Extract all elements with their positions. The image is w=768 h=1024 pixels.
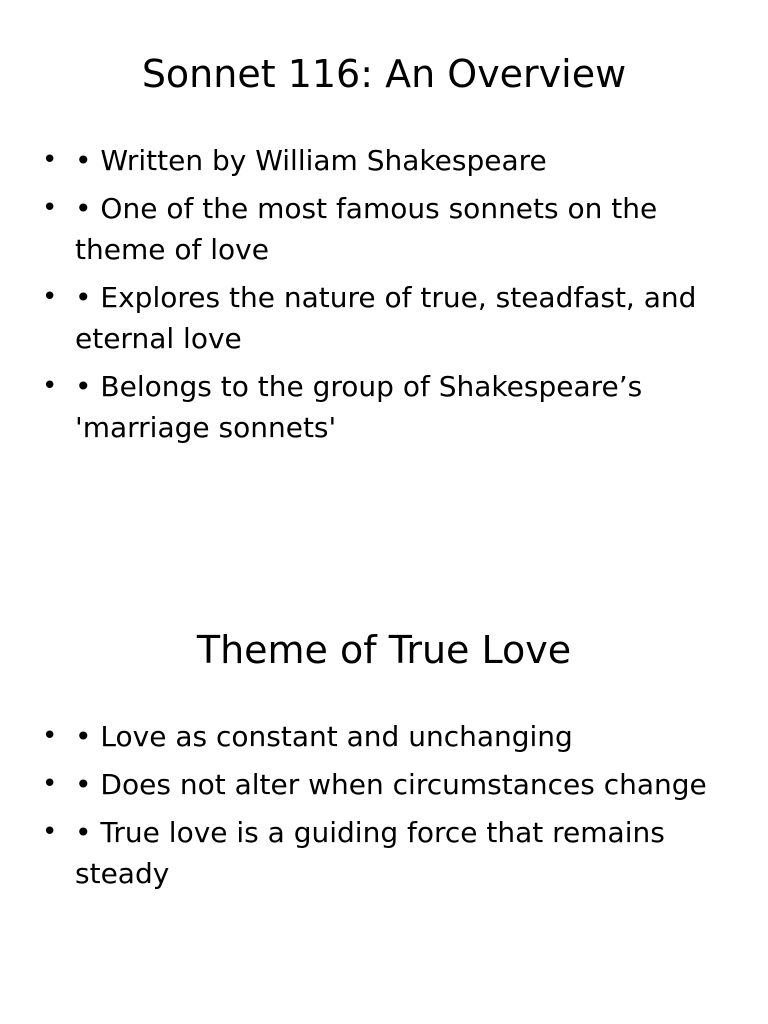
slide-theme bbox=[0, 576, 768, 1024]
bullet-text: • Love as constant and unchanging bbox=[75, 720, 573, 753]
bullet-marker-icon: • bbox=[42, 371, 58, 401]
bullet-list bbox=[40, 140, 720, 455]
bullet-list bbox=[40, 716, 720, 901]
bullet-item bbox=[40, 764, 720, 805]
bullet-marker-icon: • bbox=[42, 769, 58, 799]
bullet-item bbox=[40, 140, 720, 181]
bullet-marker-icon: • bbox=[42, 721, 58, 751]
bullet-item bbox=[40, 366, 720, 448]
bullet-item bbox=[40, 188, 720, 270]
bullet-marker-icon: • bbox=[42, 282, 58, 312]
bullet-text: • Explores the nature of true, steadfast, and eternal love bbox=[75, 281, 697, 355]
bullet-text: • Written by William Shakespeare bbox=[75, 144, 547, 177]
slide-title: Theme of True Love bbox=[196, 628, 572, 672]
bullet-text: • One of the most famous sonnets on the theme of love bbox=[75, 192, 658, 266]
bullet-item bbox=[40, 716, 720, 757]
bullet-text: • True love is a guiding force that remains steady bbox=[75, 816, 665, 890]
bullet-marker-icon: • bbox=[42, 193, 58, 223]
bullet-marker-icon: • bbox=[42, 817, 58, 847]
bullet-text: • Does not alter when circumstances change bbox=[75, 768, 707, 801]
slide-title: Sonnet 116: An Overview bbox=[141, 52, 627, 96]
bullet-marker-icon: • bbox=[42, 145, 58, 175]
bullet-text: • Belongs to the group of Shakespeare’s 'marriage sonnets' bbox=[75, 370, 643, 444]
bullet-item bbox=[40, 812, 720, 894]
bullet-item bbox=[40, 277, 720, 359]
